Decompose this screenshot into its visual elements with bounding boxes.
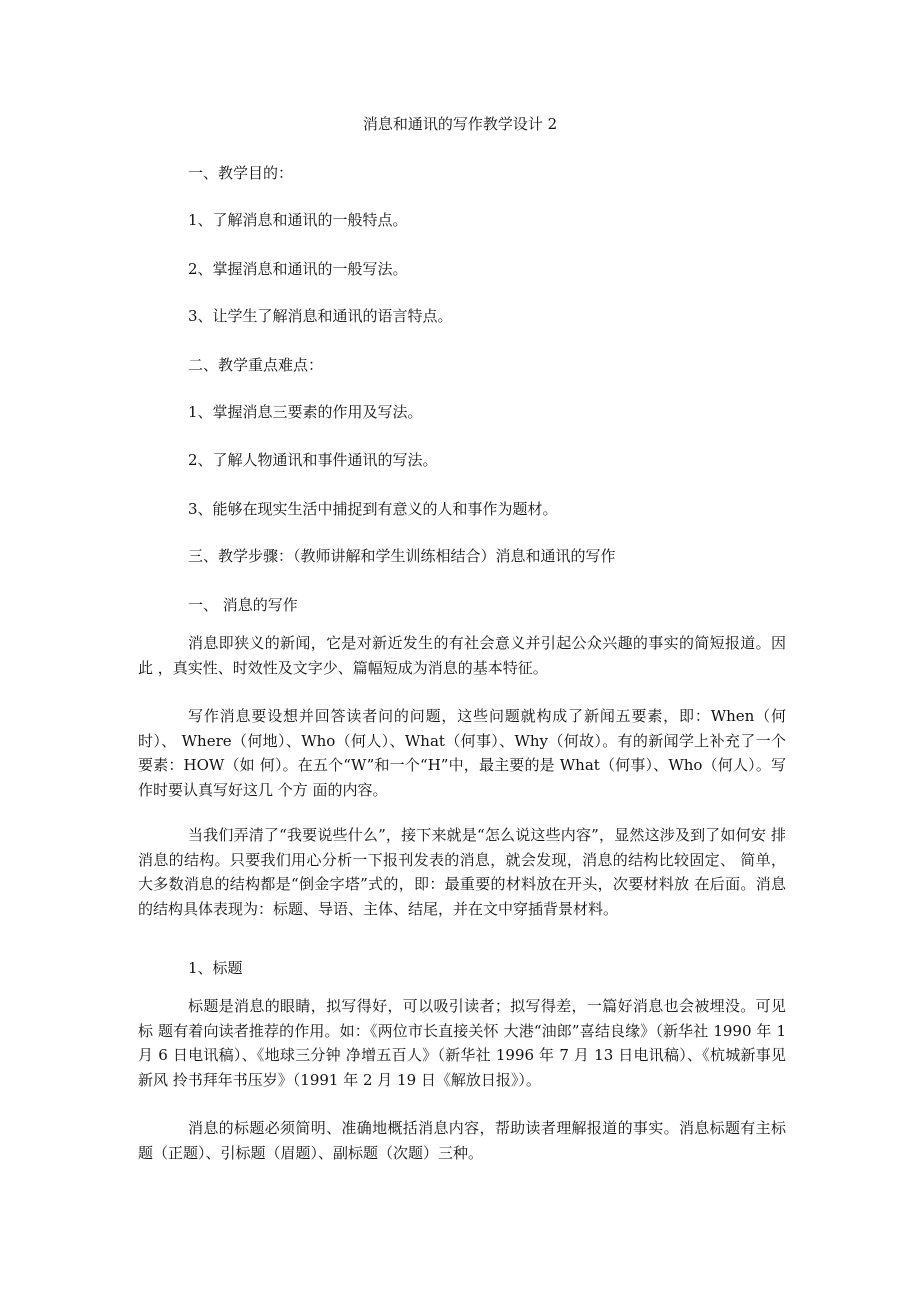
subheading-title: 1、标题 bbox=[188, 959, 243, 977]
key-point-item-2: 2、了解人物通讯和事件通讯的写法。 bbox=[188, 451, 438, 469]
objective-item-1: 1、了解消息和通讯的一般特点。 bbox=[188, 211, 408, 229]
subsection-heading-news-writing: 一、 消息的写作 bbox=[188, 596, 298, 614]
section-heading-key-points: 二、教学重点难点： bbox=[188, 356, 324, 374]
document-title: 消息和通讯的写作教学设计 2 bbox=[362, 115, 558, 133]
section-heading-objectives: 一、教学目的： bbox=[188, 164, 294, 182]
objective-item-2: 2、掌握消息和通讯的一般写法。 bbox=[188, 260, 408, 278]
key-point-item-1: 1、掌握消息三要素的作用及写法。 bbox=[188, 403, 423, 421]
paragraph-news-definition: 消息即狭义的新闻，它是对新近发生的有社会意义并引起公众兴趣的事实的简短报道。因此 ，真实性、时效性及文字少、篇幅短成为消息的基本特征。 bbox=[138, 634, 786, 677]
paragraph-headline-types: 消息的标题必须简明、准确地概括消息内容，帮助读者理解报道的事实。消息标题有主标题（正题）、引标题（眉题）、副标题（次题）三种。 bbox=[138, 1119, 786, 1162]
section-heading-steps: 三、教学步骤：（教师讲解和学生训练相结合）消息和通讯的写作 bbox=[188, 547, 616, 565]
objective-item-3: 3、让学生了解消息和通讯的语言特点。 bbox=[188, 307, 453, 325]
paragraph-headline-role: 标题是消息的眼睛，拟写得好，可以吸引读者；拟写得差，一篇好消息也会被埋没。可见标 题有着向读者推荐的作用。如：《两位市长直接关怀 大港“油郎”喜结良缘》（新华社 1990 年 1 月 6 日电讯稿）、《地球三分钟 净增五百人》（新华社 1996 年 7 月 13 日电讯稿）、《杭城新事见新风 拎书拜年书压岁》（1991 年 2 月 19 日《解放日报》）。 bbox=[138, 997, 786, 1089]
paragraph-structure: 当我们弄清了“我要说些什么”，接下来就是“怎么说这些内容”，显然这涉及到了如何安 排消息的结构。只要我们用心分析一下报刊发表的消息，就会发现，消息的结构比较固定、 简单，大多数消息的结构都是“倒金字塔”式的，即：最重要的材料放在开头，次要材料放 在后面。消息的结构具体表现为：标题、导语、主体、结尾，并在文中穿插背景材料。 bbox=[138, 826, 786, 918]
paragraph-five-w: 写作消息要设想并回答读者问的问题，这些问题就构成了新闻五要素，即：When（何时）、 Where（何地）、Who（何人）、What（何事）、Why（何故）。有的新闻学上补充了一个要素：HOW（如 何）。在五个“W”和一个“H”中，最主要的是 What（何事）、Who（何人）。写作时要认真写好这几 个方 面的内容。 bbox=[138, 707, 786, 799]
key-point-item-3: 3、能够在现实生活中捕捉到有意义的人和事作为题材。 bbox=[188, 500, 558, 518]
